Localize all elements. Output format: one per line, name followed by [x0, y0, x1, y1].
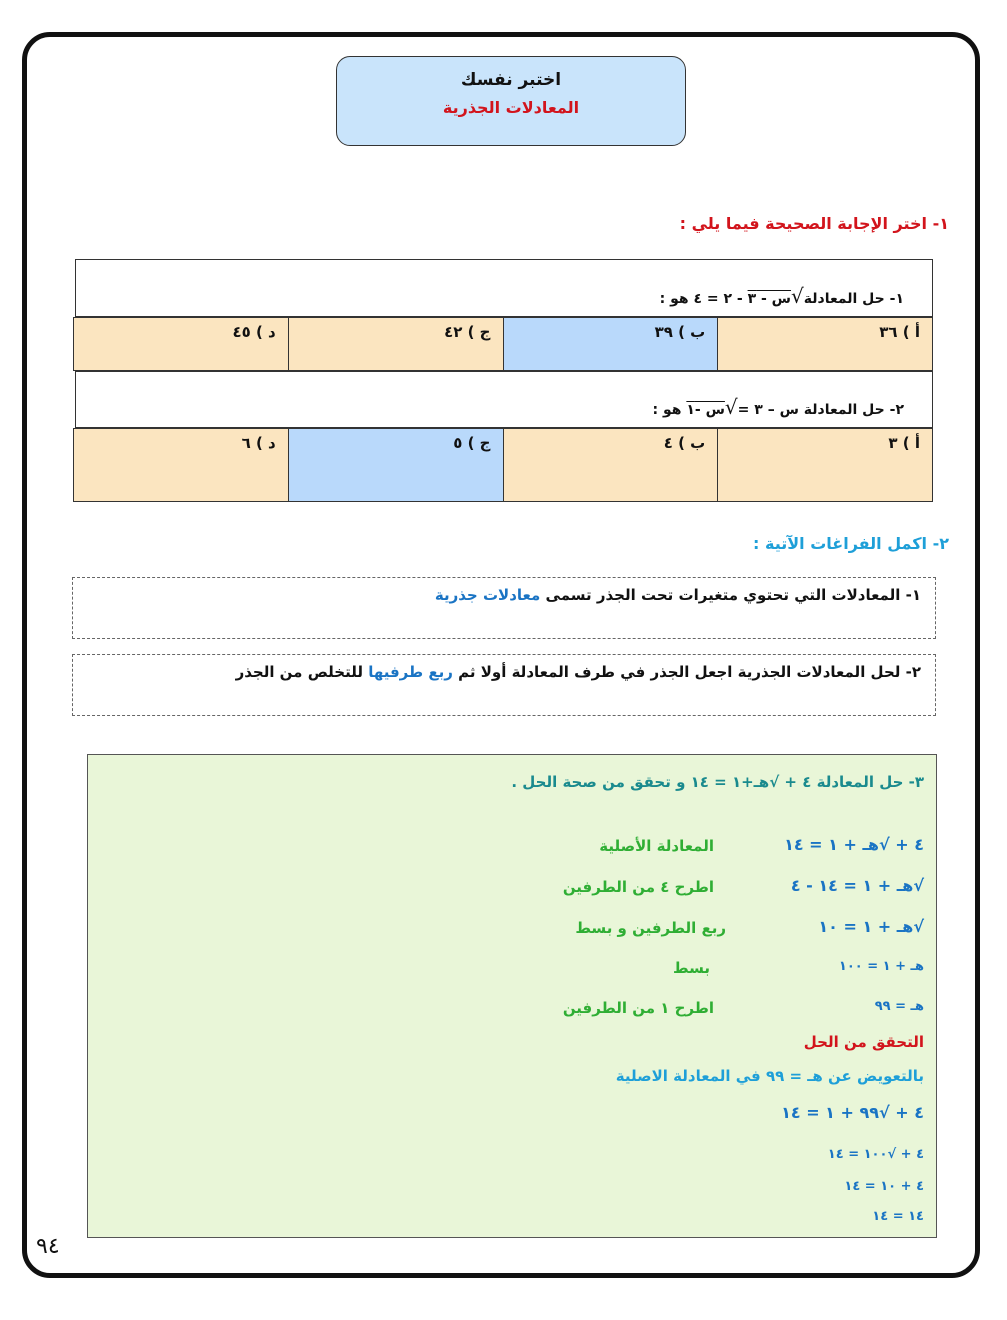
substitution-line: بالتعويض عن هـ = ٩٩ في المعادلة الاصلية — [615, 1067, 924, 1085]
option-b-selected[interactable]: ب ) ٣٩ — [503, 318, 718, 370]
verify-heading: التحقق من الحل — [803, 1033, 924, 1051]
question-1-prefix: ١- حل المعادلة — [803, 291, 904, 307]
question-1-radical: س - ٣ — [747, 291, 792, 307]
step-5-note: اطرح ١ من الطرفين — [562, 999, 714, 1017]
step-5-equation: هـ = ٩٩ — [874, 999, 924, 1014]
step-4-note: بسط — [673, 959, 710, 977]
step-2-note: اطرح ٤ من الطرفين — [562, 878, 714, 896]
fill-blank-2-answer: ربع طرفيها — [368, 663, 453, 681]
question-2-options — [73, 428, 933, 502]
check-2: ٤ + √١٠٠ = ١٤ — [827, 1147, 924, 1162]
fill-blank-2: ٢- لحل المعادلات الجذرية اجعل الجذر في طرف المعادلة أولا ثم ربع طرفيها للتخلص من الجذر — [72, 654, 936, 716]
solution-box — [87, 754, 937, 1238]
fill-blank-1-answer: معادلات جذرية — [434, 586, 541, 604]
option-a[interactable]: أ ) ٣٦ — [717, 318, 932, 370]
option-c[interactable]: ج ) ٤٢ — [288, 318, 503, 370]
option-d[interactable]: د ) ٤٥ — [74, 318, 288, 370]
radical-icon: √ — [791, 284, 804, 308]
option-a[interactable]: أ ) ٣ — [717, 429, 932, 501]
page-number: ٩٤ — [36, 1234, 60, 1259]
header-title: اختبر نفسك — [460, 70, 562, 90]
step-3-note: ربع الطرفين و بسط — [575, 919, 726, 937]
option-c-selected[interactable]: ج ) ٥ — [288, 429, 503, 501]
check-3: ٤ + ١٠ = ١٤ — [844, 1179, 924, 1194]
step-4-equation: هـ + ١ = ١٠٠ — [838, 959, 924, 974]
section2-heading: ٢- اكمل الفراغات الآتية : — [753, 534, 949, 553]
solution-question: ٣- حل المعادلة ٤ + √هـ+١ = ١٤ و تحقق من صحة الحل . — [511, 773, 924, 791]
question-2-prefix: ٢- حل المعادلة س – ٣ = — [737, 402, 904, 418]
question-2 — [75, 371, 933, 428]
step-3-equation: √هـ + ١ = ١٠ — [818, 917, 924, 936]
check-4: ١٤ = ١٤ — [872, 1209, 924, 1224]
section1-heading: ١- اختر الإجابة الصحيحة فيما يلي : — [679, 214, 949, 233]
option-b[interactable]: ب ) ٤ — [503, 429, 718, 501]
step-1-equation: ٤ + √هـ + ١ = ١٤ — [784, 835, 924, 854]
question-1 — [75, 259, 933, 317]
option-d[interactable]: د ) ٦ — [74, 429, 288, 501]
check-1: ٤ + √٩٩ + ١ = ١٤ — [781, 1103, 924, 1122]
question-1-options — [73, 317, 933, 371]
question-1-suffix: - ٢ = ٤ هو : — [659, 291, 748, 307]
step-2-equation: √هـ + ١ = ١٤ - ٤ — [790, 876, 924, 895]
header-box — [336, 56, 686, 146]
question-2-radical: س -١ — [686, 402, 725, 418]
question-2-suffix: هو : — [652, 402, 687, 418]
header-subtitle: المعادلات الجذرية — [442, 98, 580, 117]
fill-blank-1: ١- المعادلات التي تحتوي متغيرات تحت الجذر تسمى معادلات جذرية — [72, 577, 936, 639]
radical-icon: √ — [724, 395, 738, 419]
step-1-note: المعادلة الأصلية — [599, 837, 714, 855]
